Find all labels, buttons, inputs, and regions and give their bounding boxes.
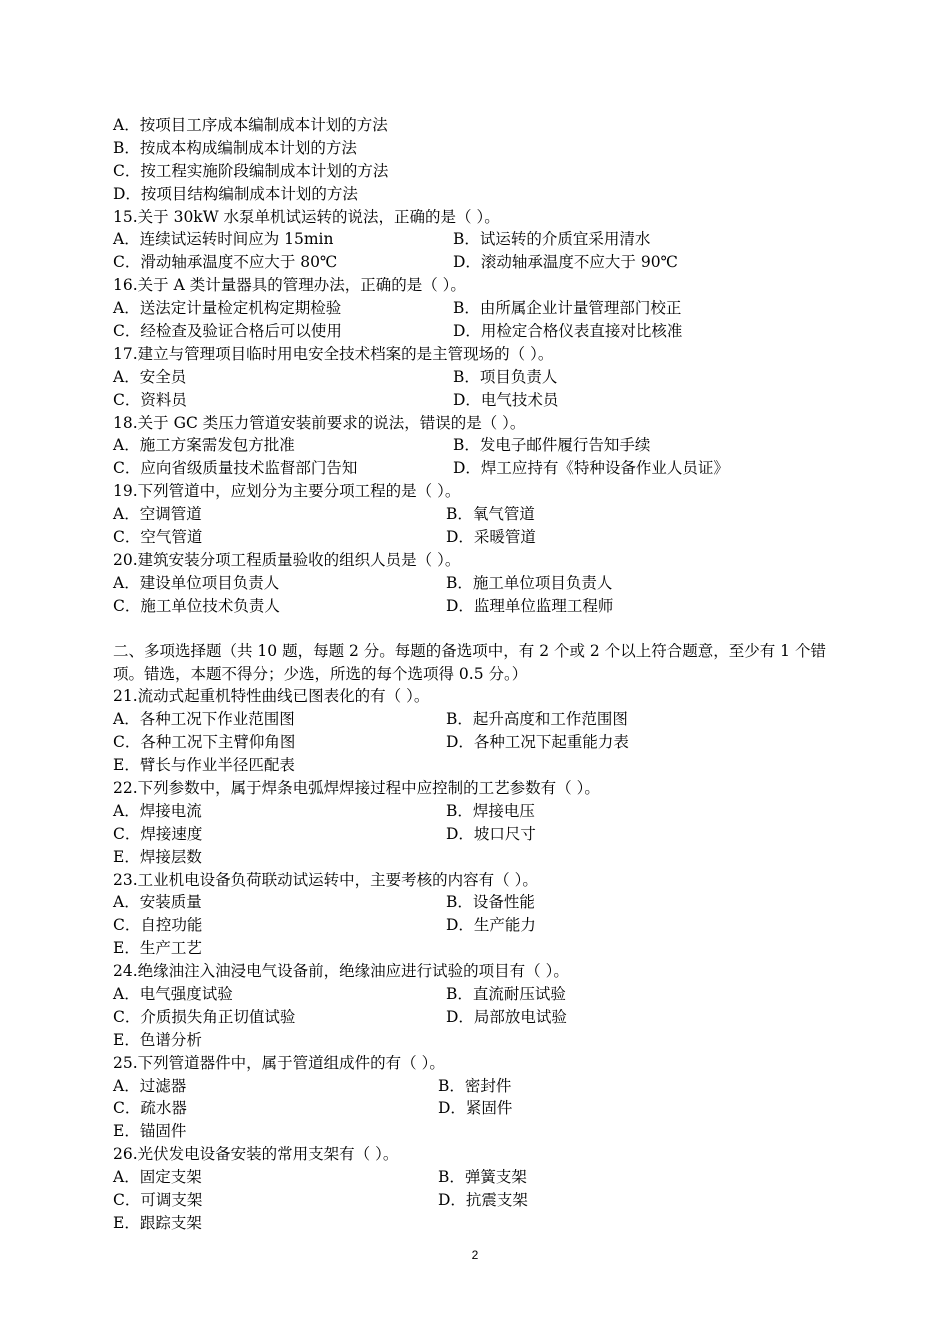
q26-row-ab — [113, 1166, 848, 1189]
q19-option-d: D．采暖管道 — [446, 528, 536, 547]
q22-option-e: E．焊接层数 — [113, 847, 202, 866]
q24-option-b: B．直流耐压试验 — [446, 984, 566, 1003]
q22-stem: 22.下列参数中，属于焊条电弧焊焊接过程中应控制的工艺参数有（ ）。 — [113, 778, 600, 797]
q24-option-e: E．色谱分析 — [113, 1030, 202, 1049]
q15-option-d: D．滚动轴承温度不应大于 90℃ — [453, 253, 678, 272]
q24-row-cd — [113, 1006, 848, 1029]
q26-option-d: D．抗震支架 — [438, 1191, 528, 1209]
q17-option-c: C．资料员 — [113, 390, 187, 409]
q18-option-a: A．施工方案需发包方批准 — [113, 436, 295, 455]
q25-option-e: E．锚固件 — [113, 1122, 187, 1141]
q20-row-ab — [113, 572, 848, 595]
q24-option-a: A．电气强度试验 — [113, 984, 233, 1003]
q20-option-c: C．施工单位技术负责人 — [113, 596, 280, 615]
q19-option-b: B．氧气管道 — [446, 505, 535, 524]
q21-stem: 21.流动式起重机特性曲线已图表化的有（ ）。 — [113, 687, 430, 706]
q19-stem: 19.下列管道中，应划分为主要分项工程的是（ ）。 — [113, 482, 461, 501]
q15-stem: 15.关于 30kW 水泵单机试运转的说法，正确的是（ ）。 — [113, 207, 500, 226]
q20-option-d: D．监理单位监理工程师 — [446, 596, 614, 615]
q20-option-b: B．施工单位项目负责人 — [446, 573, 613, 592]
q23-option-b: B．设备性能 — [446, 893, 535, 912]
q21-option-b: B．起升高度和工作范围图 — [446, 710, 628, 729]
q19-option-c: C．空气管道 — [113, 528, 203, 547]
q22-option-a: A．焊接电流 — [113, 801, 202, 820]
q22-option-b: B．焊接电压 — [446, 801, 535, 820]
q15-row-cd — [113, 251, 848, 274]
q26-row-cd — [113, 1189, 848, 1212]
q23-row-cd — [113, 914, 848, 937]
q15-option-b: B．试运转的介质宜采用清水 — [453, 230, 651, 249]
q16-option-a: A．送法定计量检定机构定期检验 — [113, 299, 342, 318]
q16-option-d: D．用检定合格仪表直接对比核准 — [453, 322, 683, 341]
exam-content — [113, 114, 848, 1235]
q25-option-a: A．过滤器 — [113, 1076, 187, 1095]
q23-option-d: D．生产能力 — [446, 916, 536, 935]
q25-row-ab — [113, 1075, 848, 1098]
section2-heading: 二、多项选择题（共 10 题，每题 2 分。每题的备选项中，有 2 个或 2 个以上符合题意，至少有 1 个错项。错选，本题不得分；少选，所选的每个选项得 0.5 分。） — [113, 641, 826, 683]
q25-option-d: D．紧固件 — [438, 1099, 513, 1118]
q18-stem: 18.关于 GC 类压力管道安装前要求的说法，错误的是（ ）。 — [113, 413, 526, 432]
q25-option-c: C．疏水器 — [113, 1099, 187, 1118]
q21-option-d: D．各种工况下起重能力表 — [446, 733, 629, 752]
q26-option-e: E．跟踪支架 — [113, 1213, 202, 1232]
q26-option-c: C．可调支架 — [113, 1191, 203, 1209]
q17-option-a: A．安全员 — [113, 367, 187, 386]
q15-row-ab — [113, 228, 848, 251]
q18-row-ab — [113, 434, 848, 457]
q22-option-d: D．坡口尺寸 — [446, 824, 536, 843]
q18-row-cd — [113, 457, 848, 480]
q21-option-c: C．各种工况下主臂仰角图 — [113, 733, 296, 752]
q24-option-c: C．介质损失角正切值试验 — [113, 1007, 296, 1026]
q25-option-b: B．密封件 — [438, 1076, 512, 1095]
q21-option-a: A．各种工况下作业范围图 — [113, 710, 295, 729]
q15-option-a: A．连续试运转时间应为 15min — [113, 230, 334, 249]
q23-option-e: E．生产工艺 — [113, 939, 202, 958]
q18-option-b: B．发电子邮件履行告知手续 — [453, 436, 651, 455]
q19-row-ab — [113, 503, 848, 526]
q16-stem: 16.关于 A 类计量器具的管理办法，正确的是（ ）。 — [113, 276, 466, 295]
q25-row-cd — [113, 1097, 848, 1120]
q23-stem: 23.工业机电设备负荷联动试运转中，主要考核的内容有（ ）。 — [113, 870, 538, 889]
q24-option-d: D．局部放电试验 — [446, 1007, 567, 1026]
q19-option-a: A．空调管道 — [113, 505, 202, 524]
q14-option-d: D．按项目结构编制成本计划的方法 — [113, 184, 358, 203]
q19-row-cd — [113, 526, 848, 549]
q23-option-c: C．自控功能 — [113, 916, 203, 935]
q17-row-ab — [113, 366, 848, 389]
q21-option-e: E．臂长与作业半径匹配表 — [113, 756, 295, 775]
q24-row-ab — [113, 983, 848, 1006]
section-gap — [113, 618, 848, 640]
q14-option-b: B．按成本构成编制成本计划的方法 — [113, 138, 357, 157]
q25-stem: 25.下列管道器件中，属于管道组成件的有（ ）。 — [113, 1053, 445, 1072]
q16-option-b: B．由所属企业计量管理部门校正 — [453, 299, 682, 318]
q16-row-cd — [113, 320, 848, 343]
q17-row-cd — [113, 389, 848, 412]
q15-option-c: C．滑动轴承温度不应大于 80℃ — [113, 253, 338, 272]
page-number: 2 — [471, 1248, 479, 1262]
q24-stem: 24.绝缘油注入油浸电气设备前，绝缘油应进行试验的项目有（ ）。 — [113, 962, 569, 981]
q16-row-ab — [113, 297, 848, 320]
q14-option-a: A．按项目工序成本编制成本计划的方法 — [113, 116, 388, 134]
q23-row-ab — [113, 891, 848, 914]
q22-row-ab — [113, 800, 848, 823]
q18-option-d: D．焊工应持有《特种设备作业人员证》 — [453, 459, 729, 478]
q23-option-a: A．安装质量 — [113, 893, 202, 912]
q18-option-c: C．应向省级质量技术监督部门告知 — [113, 459, 358, 478]
q26-stem: 26.光伏发电设备安装的常用支架有（ ）。 — [113, 1145, 399, 1164]
q14-option-c: C．按工程实施阶段编制成本计划的方法 — [113, 161, 389, 180]
q22-option-c: C．焊接速度 — [113, 824, 203, 843]
q20-stem: 20.建筑安装分项工程质量验收的组织人员是（ ）。 — [113, 550, 461, 569]
q17-stem: 17.建立与管理项目临时用电安全技术档案的是主管现场的（ ）。 — [113, 344, 554, 363]
q26-option-a: A．固定支架 — [113, 1168, 202, 1187]
q21-row-ab — [113, 708, 848, 731]
q16-option-c: C．经检查及验证合格后可以使用 — [113, 322, 342, 341]
q22-row-cd — [113, 823, 848, 846]
q17-option-b: B．项目负责人 — [453, 367, 558, 386]
q26-option-b: B．弹簧支架 — [438, 1168, 527, 1187]
q20-option-a: A．建设单位项目负责人 — [113, 573, 280, 592]
q21-row-cd — [113, 731, 848, 754]
q20-row-cd — [113, 595, 848, 618]
q17-option-d: D．电气技术员 — [453, 390, 559, 409]
